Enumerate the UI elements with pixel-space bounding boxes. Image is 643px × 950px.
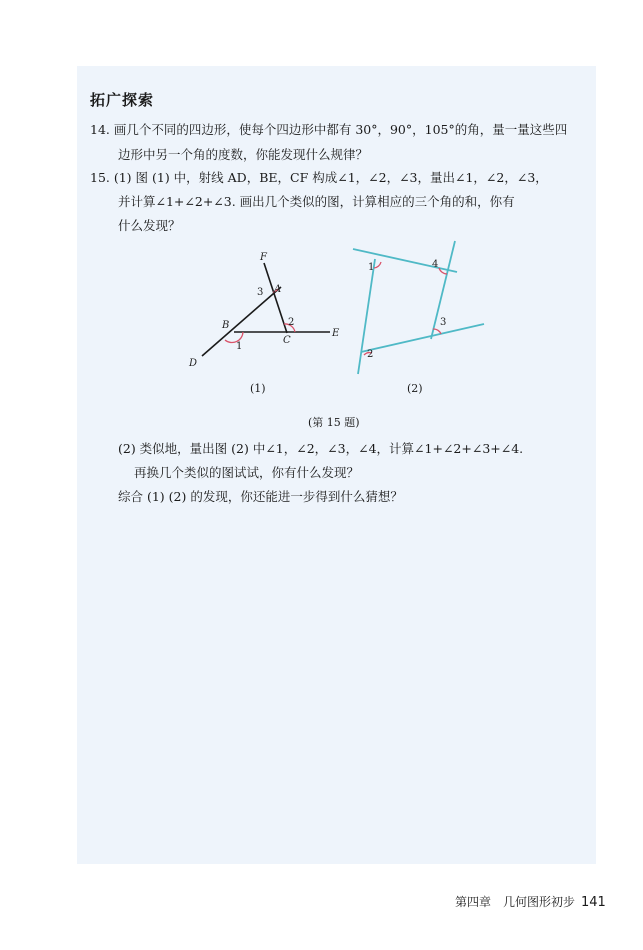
angle-3-label: 3 bbox=[440, 317, 447, 328]
page-footer bbox=[455, 893, 606, 910]
figure-1-caption: (1) bbox=[250, 382, 266, 395]
problem-15-line-1: 15. (1) 图 (1) 中，射线 AD，BE，CF 构成∠1，∠2，∠3，量出∠1，∠2，∠3， bbox=[90, 170, 548, 185]
problem-15-part-2-line-2: 再换几个类似的图试试，你有什么发现？ bbox=[134, 465, 360, 480]
figure-1 bbox=[180, 245, 350, 375]
problem-14-line-2: 边形中另一个角的度数，你能发现什么规律？ bbox=[118, 147, 369, 162]
page-number: 141 bbox=[581, 895, 606, 910]
problem-15-line-3: 什么发现？ bbox=[118, 218, 181, 233]
angle-3-label: 3 bbox=[257, 287, 264, 298]
problem-14-line-1: 14. 画几个不同的四边形，使每个四边形中都有 30°，90°，105°的角，量一量这些四 bbox=[90, 122, 568, 137]
figure-2-caption: (2) bbox=[407, 382, 423, 395]
angle-2-label: 2 bbox=[367, 349, 374, 360]
problem-15-part-3: 综合 (1) (2) 的发现，你还能进一步得到什么猜想？ bbox=[118, 489, 403, 504]
problem-caption: (第 15 题) bbox=[308, 416, 360, 429]
problem-15-part-2-line-1: (2) 类似地，量出图 (2) 中∠1，∠2，∠3，∠4，计算∠1+∠2+∠3+∠4. bbox=[118, 441, 524, 456]
line-3-2 bbox=[361, 324, 484, 352]
problem-15-line-2: 并计算∠1+∠2+∠3. 画出几个类似的图，计算相应的三个角的和，你有 bbox=[118, 194, 515, 209]
point-a-label: A bbox=[274, 284, 282, 295]
chapter-title: 第四章 几何图形初步 bbox=[455, 895, 576, 909]
angle-1-label: 1 bbox=[368, 262, 375, 273]
point-b-label: B bbox=[222, 320, 230, 331]
angle-4-label: 4 bbox=[432, 259, 439, 270]
angle-1-label: 1 bbox=[236, 341, 243, 352]
point-d-label: D bbox=[189, 358, 198, 369]
angle-2-label: 2 bbox=[288, 317, 295, 328]
figure-2 bbox=[345, 235, 495, 380]
point-f-label: F bbox=[260, 252, 267, 263]
point-e-label: E bbox=[332, 328, 340, 339]
section-title: 拓广探索 bbox=[90, 91, 155, 109]
point-c-label: C bbox=[283, 335, 291, 346]
